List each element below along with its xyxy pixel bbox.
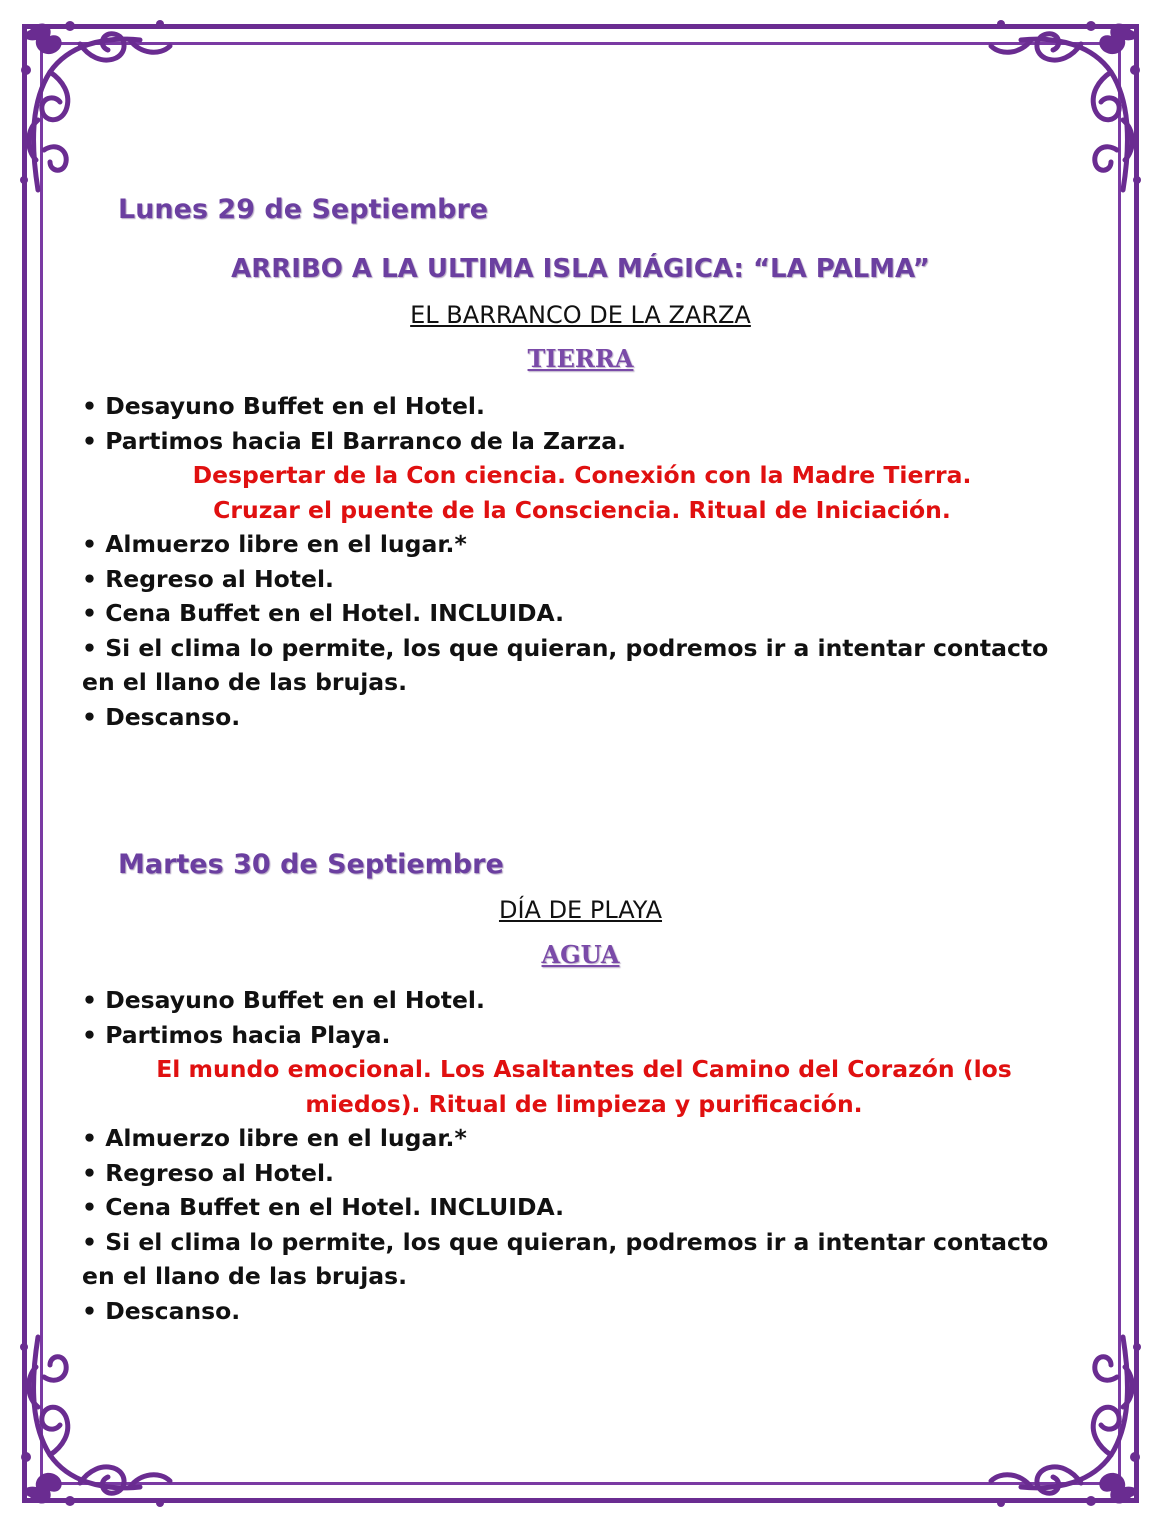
ornament-corner-top-left-icon [10,10,180,200]
list-item: • Cena Buffet en el Hotel. INCLUIDA. [82,1193,565,1221]
day-2-subtitle: DÍA DE PLAYA [498,896,663,924]
day-1-subtitle: EL BARRANCO DE LA ZARZA [410,301,751,329]
day-2-activity-list [82,983,1082,1328]
ornament-corner-top-right-icon [981,10,1151,200]
list-item: • Partimos hacia El Barranco de la Zarza. [82,426,627,455]
list-item: • Regreso al Hotel. [82,1158,334,1187]
ornament-corner-bottom-right-icon [981,1327,1151,1517]
day-1-activity-list [82,389,1082,734]
day-2-date: Martes 30 de Septiembre [118,849,504,880]
list-item: • Regreso al Hotel. [82,564,334,593]
day-1-date: Lunes 29 de Septiembre [118,194,489,225]
list-item: • Si el clima lo permite, los que quieran, podremos ir a intentar contacto en el llano de las brujas. [82,633,1049,696]
day-1-main-title: ARRIBO A LA ULTIMA ISLA MÁGICA: “LA PALMA” [231,254,930,284]
list-item: • Almuerzo libre en el lugar.* [82,1124,467,1152]
day-1-element: TIERRA [527,344,634,373]
day-2-element: AGUA [541,940,620,969]
list-item: • Desayuno Buffet en el Hotel. [82,986,485,1014]
list-item: • Descanso. [82,1296,241,1325]
highlight-line: El mundo emocional. Los Asaltantes del Camino del Corazón (los miedos). Ritual de limpieza y purificación. [156,1055,1012,1118]
list-item: • Desayuno Buffet en el Hotel. [82,392,485,420]
list-item: • Si el clima lo permite, los que quieran, podremos ir a intentar contacto en el llano de las brujas. [82,1227,1049,1290]
highlight-line: Cruzar el puente de la Consciencia. Ritual de Iniciación. [213,495,951,524]
highlight-line: Despertar de la Con ciencia. Conexión con la Madre Tierra. [192,461,972,489]
ornament-corner-bottom-left-icon [10,1327,180,1517]
list-item: • Almuerzo libre en el lugar.* [82,530,467,558]
list-item: • Descanso. [82,702,241,731]
list-item: • Cena Buffet en el Hotel. INCLUIDA. [82,599,565,627]
list-item: • Partimos hacia Playa. [82,1020,391,1049]
